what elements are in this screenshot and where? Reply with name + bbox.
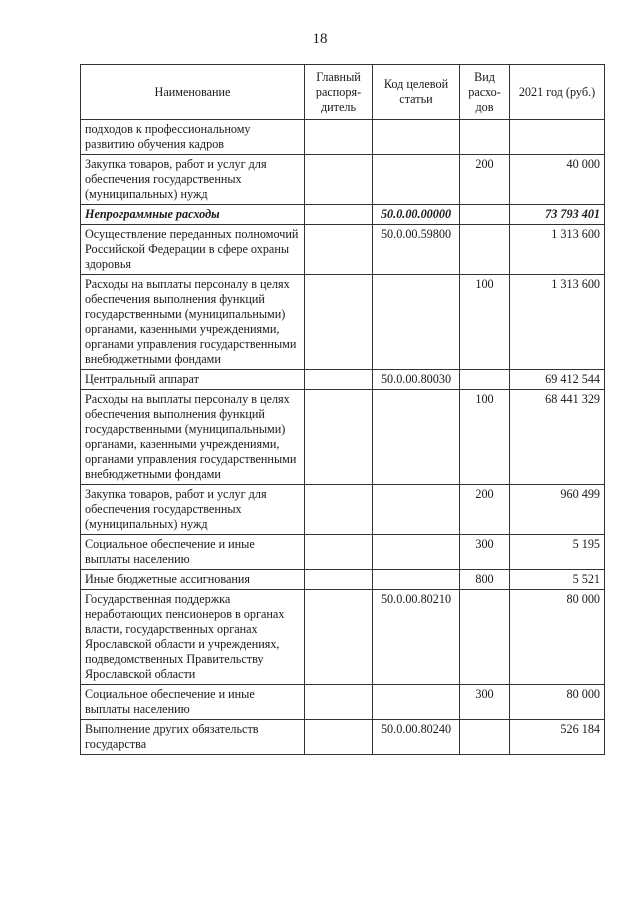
header-expense-type: Вид расхо-дов xyxy=(460,65,510,120)
row-amount xyxy=(510,120,605,155)
row-amount: 69 412 544 xyxy=(510,370,605,390)
row-target-code: 50.0.00.59800 xyxy=(373,225,460,275)
row-amount: 960 499 xyxy=(510,485,605,535)
row-main-manager xyxy=(305,720,373,755)
row-name: подходов к профессиональному развитию обучения кадров xyxy=(81,120,305,155)
table-row xyxy=(81,720,605,755)
row-target-code xyxy=(373,685,460,720)
row-expense-type xyxy=(460,720,510,755)
row-main-manager xyxy=(305,155,373,205)
row-expense-type: 300 xyxy=(460,535,510,570)
table-row xyxy=(81,370,605,390)
table-row xyxy=(81,590,605,685)
row-expense-type xyxy=(460,370,510,390)
row-main-manager xyxy=(305,225,373,275)
table-row xyxy=(81,390,605,485)
table-row xyxy=(81,225,605,275)
row-target-code xyxy=(373,485,460,535)
row-name: Государственная поддержка неработающих пенсионеров в органах власти, государственных органах Ярославской области и учреждениях, подведомственных Правительству Ярославской области xyxy=(81,590,305,685)
row-target-code xyxy=(373,275,460,370)
row-name: Социальное обеспечение и иные выплаты населению xyxy=(81,685,305,720)
row-main-manager xyxy=(305,370,373,390)
header-main-manager: Главный распоря-дитель xyxy=(305,65,373,120)
row-expense-type: 800 xyxy=(460,570,510,590)
row-amount: 5 521 xyxy=(510,570,605,590)
header-year-amount: 2021 год (руб.) xyxy=(510,65,605,120)
row-amount: 1 313 600 xyxy=(510,275,605,370)
table-body xyxy=(81,120,605,755)
row-target-code: 50.0.00.80210 xyxy=(373,590,460,685)
row-main-manager xyxy=(305,120,373,155)
row-expense-type: 300 xyxy=(460,685,510,720)
row-expense-type xyxy=(460,590,510,685)
row-name: Социальное обеспечение и иные выплаты населению xyxy=(81,535,305,570)
row-name: Осуществление переданных полномочий Российской Федерации в сфере охраны здоровья xyxy=(81,225,305,275)
row-expense-type: 200 xyxy=(460,485,510,535)
row-target-code: 50.0.00.80030 xyxy=(373,370,460,390)
row-amount: 80 000 xyxy=(510,685,605,720)
row-name: Выполнение других обязательств государства xyxy=(81,720,305,755)
table-row xyxy=(81,155,605,205)
table-row xyxy=(81,120,605,155)
row-target-code xyxy=(373,120,460,155)
header-target-code: Код целевой статьи xyxy=(373,65,460,120)
row-expense-type: 200 xyxy=(460,155,510,205)
row-name: Расходы на выплаты персоналу в целях обеспечения выполнения функций государственными (муниципальными) органами, казенными учреждениями, органами управления государственными внебюджетными фондами xyxy=(81,390,305,485)
row-target-code xyxy=(373,570,460,590)
table-row xyxy=(81,485,605,535)
row-amount: 526 184 xyxy=(510,720,605,755)
page-number: 18 xyxy=(312,31,328,47)
row-main-manager xyxy=(305,390,373,485)
row-expense-type xyxy=(460,120,510,155)
row-amount: 73 793 401 xyxy=(510,205,605,225)
table-row xyxy=(81,275,605,370)
row-amount: 68 441 329 xyxy=(510,390,605,485)
header-name: Наименование xyxy=(81,65,305,120)
row-main-manager xyxy=(305,590,373,685)
table-row xyxy=(81,535,605,570)
row-target-code xyxy=(373,535,460,570)
row-name: Расходы на выплаты персоналу в целях обеспечения выполнения функций государственными (муниципальными) органами, казенными учреждениями, органами управления государственными внебюджетными фондами xyxy=(81,275,305,370)
row-main-manager xyxy=(305,485,373,535)
table-row xyxy=(81,205,605,225)
row-amount: 40 000 xyxy=(510,155,605,205)
row-name: Иные бюджетные ассигнования xyxy=(81,570,305,590)
row-target-code xyxy=(373,155,460,205)
row-name: Закупка товаров, работ и услуг для обеспечения государственных (муниципальных) нужд xyxy=(81,485,305,535)
table-header-row xyxy=(81,65,605,120)
row-expense-type xyxy=(460,225,510,275)
row-main-manager xyxy=(305,535,373,570)
row-main-manager xyxy=(305,205,373,225)
row-name: Центральный аппарат xyxy=(81,370,305,390)
budget-table xyxy=(80,64,605,755)
row-expense-type: 100 xyxy=(460,390,510,485)
row-target-code: 50.0.00.00000 xyxy=(373,205,460,225)
row-amount: 5 195 xyxy=(510,535,605,570)
row-expense-type xyxy=(460,205,510,225)
row-main-manager xyxy=(305,570,373,590)
row-target-code xyxy=(373,390,460,485)
table-row xyxy=(81,570,605,590)
row-main-manager xyxy=(305,685,373,720)
row-main-manager xyxy=(305,275,373,370)
row-name: Закупка товаров, работ и услуг для обеспечения государственных (муниципальных) нужд xyxy=(81,155,305,205)
row-amount: 80 000 xyxy=(510,590,605,685)
row-amount: 1 313 600 xyxy=(510,225,605,275)
row-target-code: 50.0.00.80240 xyxy=(373,720,460,755)
row-expense-type: 100 xyxy=(460,275,510,370)
table-row xyxy=(81,685,605,720)
row-name: Непрограммные расходы xyxy=(81,205,305,225)
